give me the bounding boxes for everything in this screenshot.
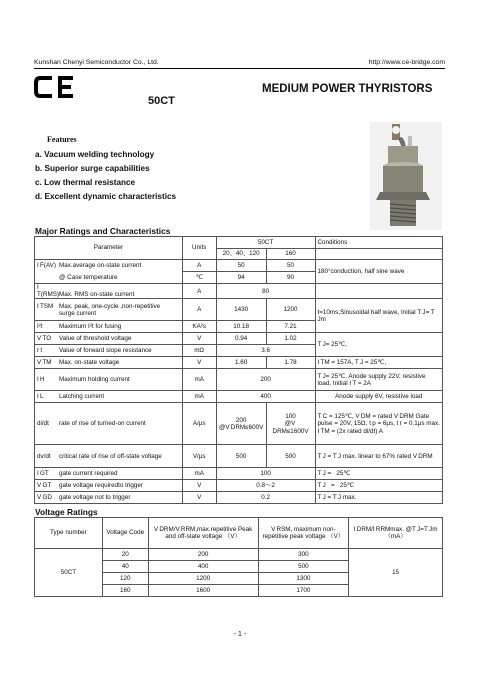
table-row: V GD gate voltage not to trigger V 0.2 T J = T J max. <box>35 492 443 504</box>
table-row: I²t Maximum I²t for fusing KA²s 10.18 7.21 <box>35 321 443 333</box>
table-row: V GT gate voltage requiredto trigger V 0.8～2 T J = 25℃ <box>35 480 443 492</box>
col-header-idrm: I DRM/I RRMmax. @T J=T Jm （mA） <box>349 518 443 549</box>
table-row: r t Value of forward slope resistance mΩ 3.6 <box>35 345 443 357</box>
col-header-conditions: Conditions <box>315 237 443 249</box>
col-header-units: Units <box>182 237 216 260</box>
table-row: @ Case temperature ℃ 94 90 <box>35 272 443 284</box>
header-divider <box>34 68 445 69</box>
table-row: I F(AV) Max.average on-state current A 50 50 180°conduction, half sine wave <box>35 260 443 272</box>
company-name: Kunshan Chenyi Semiconductor Co., Ltd. <box>34 59 159 66</box>
feature-item: b. Superior surge capabilities <box>35 164 150 173</box>
features-heading: Features <box>47 135 77 144</box>
feature-item: c. Low thermal resistance <box>35 178 136 187</box>
table-row: I H Maximum holding current mA 200 T J= 25℃. Anode supply 22V, resistive load, Initial I T = 2A <box>35 369 443 391</box>
table-row: dv/dt critical rate of rise of off-state voltage V/μs 500 500 T J = T J max. linear to 67% rated V DRM <box>35 445 443 468</box>
col-header-voltage-group-2: 160 <box>266 249 315 260</box>
type-number-cell: 50CT <box>35 549 103 597</box>
feature-item: d. Excellent dynamic characteristics <box>35 192 177 201</box>
table-row: V TM Max. on-state voltage V 1.60 1.78 I TM = 157A, T J = 25℃, <box>35 357 443 369</box>
table-row: 50CT 20 200 300 15 <box>35 549 443 561</box>
page-title: MEDIUM POWER THYRISTORS <box>262 83 433 95</box>
col-header-code: Voltage Code <box>102 518 148 549</box>
col-header-parameter: Parameter <box>35 237 183 260</box>
surge-condition: t=10ms,Sinusoidal half wave, Initial T J= T Jm <box>315 299 443 333</box>
table-row: I GT gate current required mA 100 T J = 25℃ <box>35 468 443 480</box>
table-row: di/dt rate of rise of turned-on current A/μs 200 @V DRM≤600V 100 @V DRM≤1600V T C = 125℃, V DM = rated V DRM Gate pulse = 20V, 15Ω, t p = 6μs, t r = 0.1μs max. I TM = (2x rated di/dt) A <box>35 403 443 445</box>
ce-logo <box>34 75 76 99</box>
col-header-vrsm: V RSM, maximum non-repetitive peak voltage （V） <box>258 518 349 549</box>
thyristor-product-image <box>370 122 442 230</box>
table-row: I L Latching current mA 400 Anode supply 6V, resistive load <box>35 391 443 403</box>
table-row: I TSM Max. peak, one-cycle ,non-repetitive surge current A 1430 1200 t=10ms,Sinusoidal half wave, Initial T J= T Jm <box>35 299 443 321</box>
col-header-type: Type number <box>35 518 103 549</box>
model-number: 50CT <box>148 95 175 107</box>
page-number: - 1 - <box>233 631 247 638</box>
major-ratings-table <box>34 236 443 504</box>
col-header-vdrm: V DRM/V RRM,max.repetitive Peak and off-state voltage （V） <box>148 518 258 549</box>
table-row: V TO Value of threshold voltage V 0.94 1.02 T J= 25℃, <box>35 333 443 345</box>
company-url[interactable]: http://www.ce-bridge.com <box>368 59 445 66</box>
conduction-condition: 180°conduction, half sine wave <box>315 260 443 284</box>
table-row: 120 1200 1300 <box>35 573 443 585</box>
voltage-ratings-table <box>34 517 443 597</box>
col-header-model: 50CT <box>216 237 315 249</box>
threshold-condition: T J= 25℃, <box>315 333 443 357</box>
table-row: 40 400 500 <box>35 561 443 573</box>
voltage-ratings-title: Voltage Ratings <box>35 507 98 517</box>
table-row: I T(RMS)Max. RMS on-state current A 80 <box>35 284 443 299</box>
feature-item: a. Vacuum welding technology <box>35 150 155 159</box>
table-row: 160 1600 1700 <box>35 585 443 597</box>
major-ratings-title: Major Ratings and Characteristics <box>35 226 171 236</box>
col-header-voltage-group-1: 20、40、120 <box>216 249 266 260</box>
idrm-cell: 15 <box>349 549 443 597</box>
